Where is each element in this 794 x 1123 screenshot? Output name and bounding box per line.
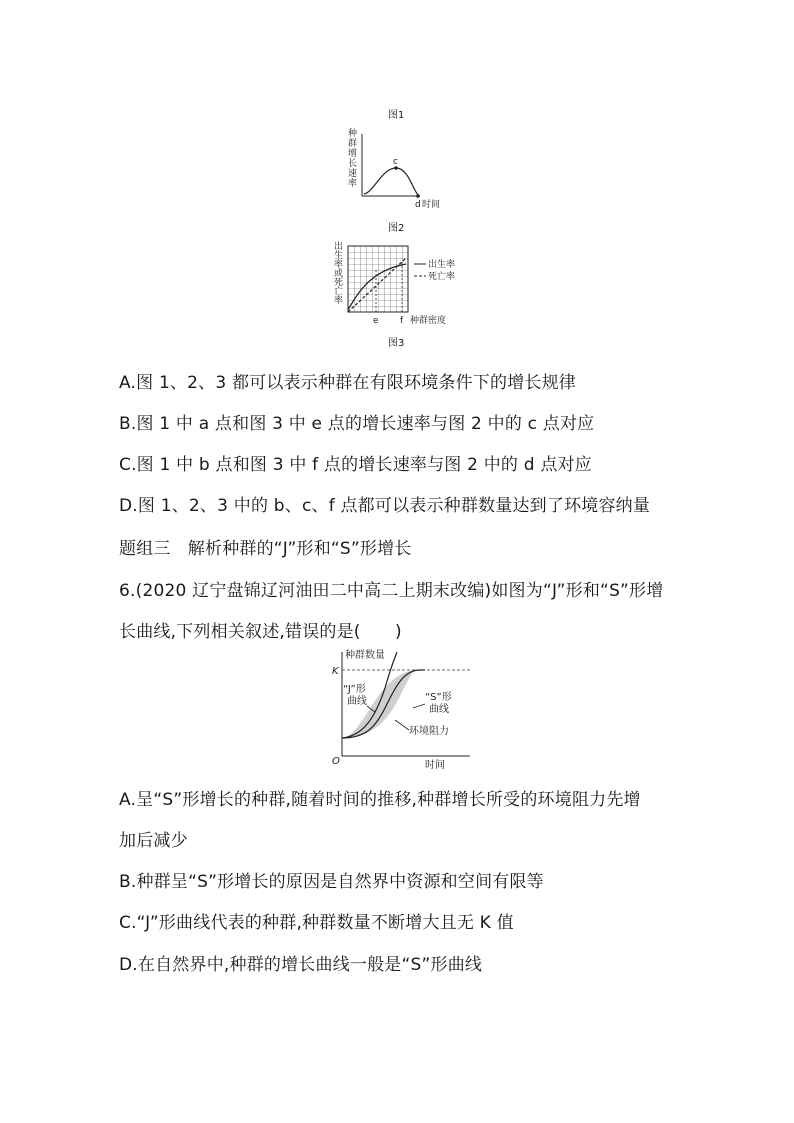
figure2-ylabel	[348, 127, 357, 189]
svg-text:增: 增	[348, 149, 358, 159]
q6-resistance-label: 环境阻力	[409, 726, 449, 737]
q6-j-label-2: 曲线	[347, 696, 367, 707]
svg-text:亡: 亡	[334, 287, 344, 297]
figure3-caption: 图3	[388, 338, 405, 349]
figure2-xlabel: 时间	[422, 200, 441, 210]
figure3-legend-birth: 出生率	[428, 260, 456, 270]
svg-text:率: 率	[334, 296, 344, 306]
figure2-label-c: c	[393, 157, 398, 167]
q6-k-label: K	[332, 666, 339, 677]
q6-option-a-line2: 加后减少	[119, 831, 188, 851]
q6-xlabel: 时间	[425, 760, 445, 770]
q5-option-d: D.图 1、2、3 中的 b、c、f 点都可以表示种群数量达到了环境容纳量	[119, 496, 651, 516]
svg-text:生: 生	[334, 251, 344, 261]
q6-option-b: B.种群呈“S”形增长的原因是自然界中资源和空间有限等	[119, 872, 544, 892]
q5-option-a: A.图 1、2、3 都可以表示种群在有限环境条件下的增长规律	[119, 373, 576, 393]
q6-stem-line1: 6.(2020 辽宁盘锦辽河油田二中高二上期末改编)如图为“J”形和“S”形增	[119, 581, 664, 601]
svg-text:种: 种	[348, 129, 358, 139]
figure3-legend-death: 死亡率	[428, 272, 456, 282]
q6-stem-line2: 长曲线,下列相关叙述,错误的是( )	[119, 622, 402, 642]
q5-option-b: B.图 1 中 a 点和图 3 中 e 点的增长速率与图 2 中的 c 点对应	[119, 414, 595, 434]
q6-option-a-line1: A.呈“S”形增长的种群,随着时间的推移,种群增长所受的环境阻力先增	[119, 790, 641, 810]
figure3-xlabel: 种群密度	[410, 316, 447, 326]
q6-s-label-2: 曲线	[429, 704, 449, 715]
q6-origin-label: O	[332, 756, 340, 767]
figure3-label-f: f	[400, 316, 404, 326]
svg-text:率: 率	[348, 179, 358, 189]
figure3-label-e: e	[373, 316, 379, 326]
svg-text:死: 死	[334, 278, 344, 288]
section-heading: 题组三 解析种群的“J”形和“S”形增长	[119, 539, 412, 559]
figure2-caption: 图2	[388, 223, 405, 234]
q6-option-c: C.“J”形曲线代表的种群,种群数量不断增大且无 K 值	[119, 913, 514, 933]
q6-growth-curve-chart	[325, 648, 485, 770]
q6-resistance-pointer	[395, 720, 409, 730]
figure2-growth-rate-chart	[340, 126, 460, 216]
figure3-birth-death-chart	[330, 240, 480, 330]
figure2-label-d: d	[415, 200, 421, 210]
q6-s-label-1: “S”形	[425, 692, 452, 703]
figure1-caption: 图1	[388, 110, 405, 121]
svg-text:出: 出	[334, 242, 344, 252]
figure2-point-d	[416, 194, 420, 198]
figure3-ylabel	[334, 240, 343, 306]
svg-text:率: 率	[334, 260, 344, 270]
q6-s-pointer	[413, 704, 425, 708]
figure3-grid	[348, 246, 408, 312]
q6-ylabel: 种群数量	[345, 650, 385, 661]
q5-option-c: C.图 1 中 b 点和图 3 中 f 点的增长速率与图 2 中的 d 点对应	[119, 455, 592, 475]
figure2-curve	[364, 168, 418, 195]
svg-text:速: 速	[348, 169, 358, 179]
svg-text:或: 或	[334, 269, 344, 279]
svg-text:长: 长	[348, 159, 358, 169]
svg-text:群: 群	[348, 139, 358, 149]
q6-j-label-1: “J”形	[343, 684, 366, 695]
q6-option-d: D.在自然界中,种群的增长曲线一般是“S”形曲线	[119, 955, 483, 975]
